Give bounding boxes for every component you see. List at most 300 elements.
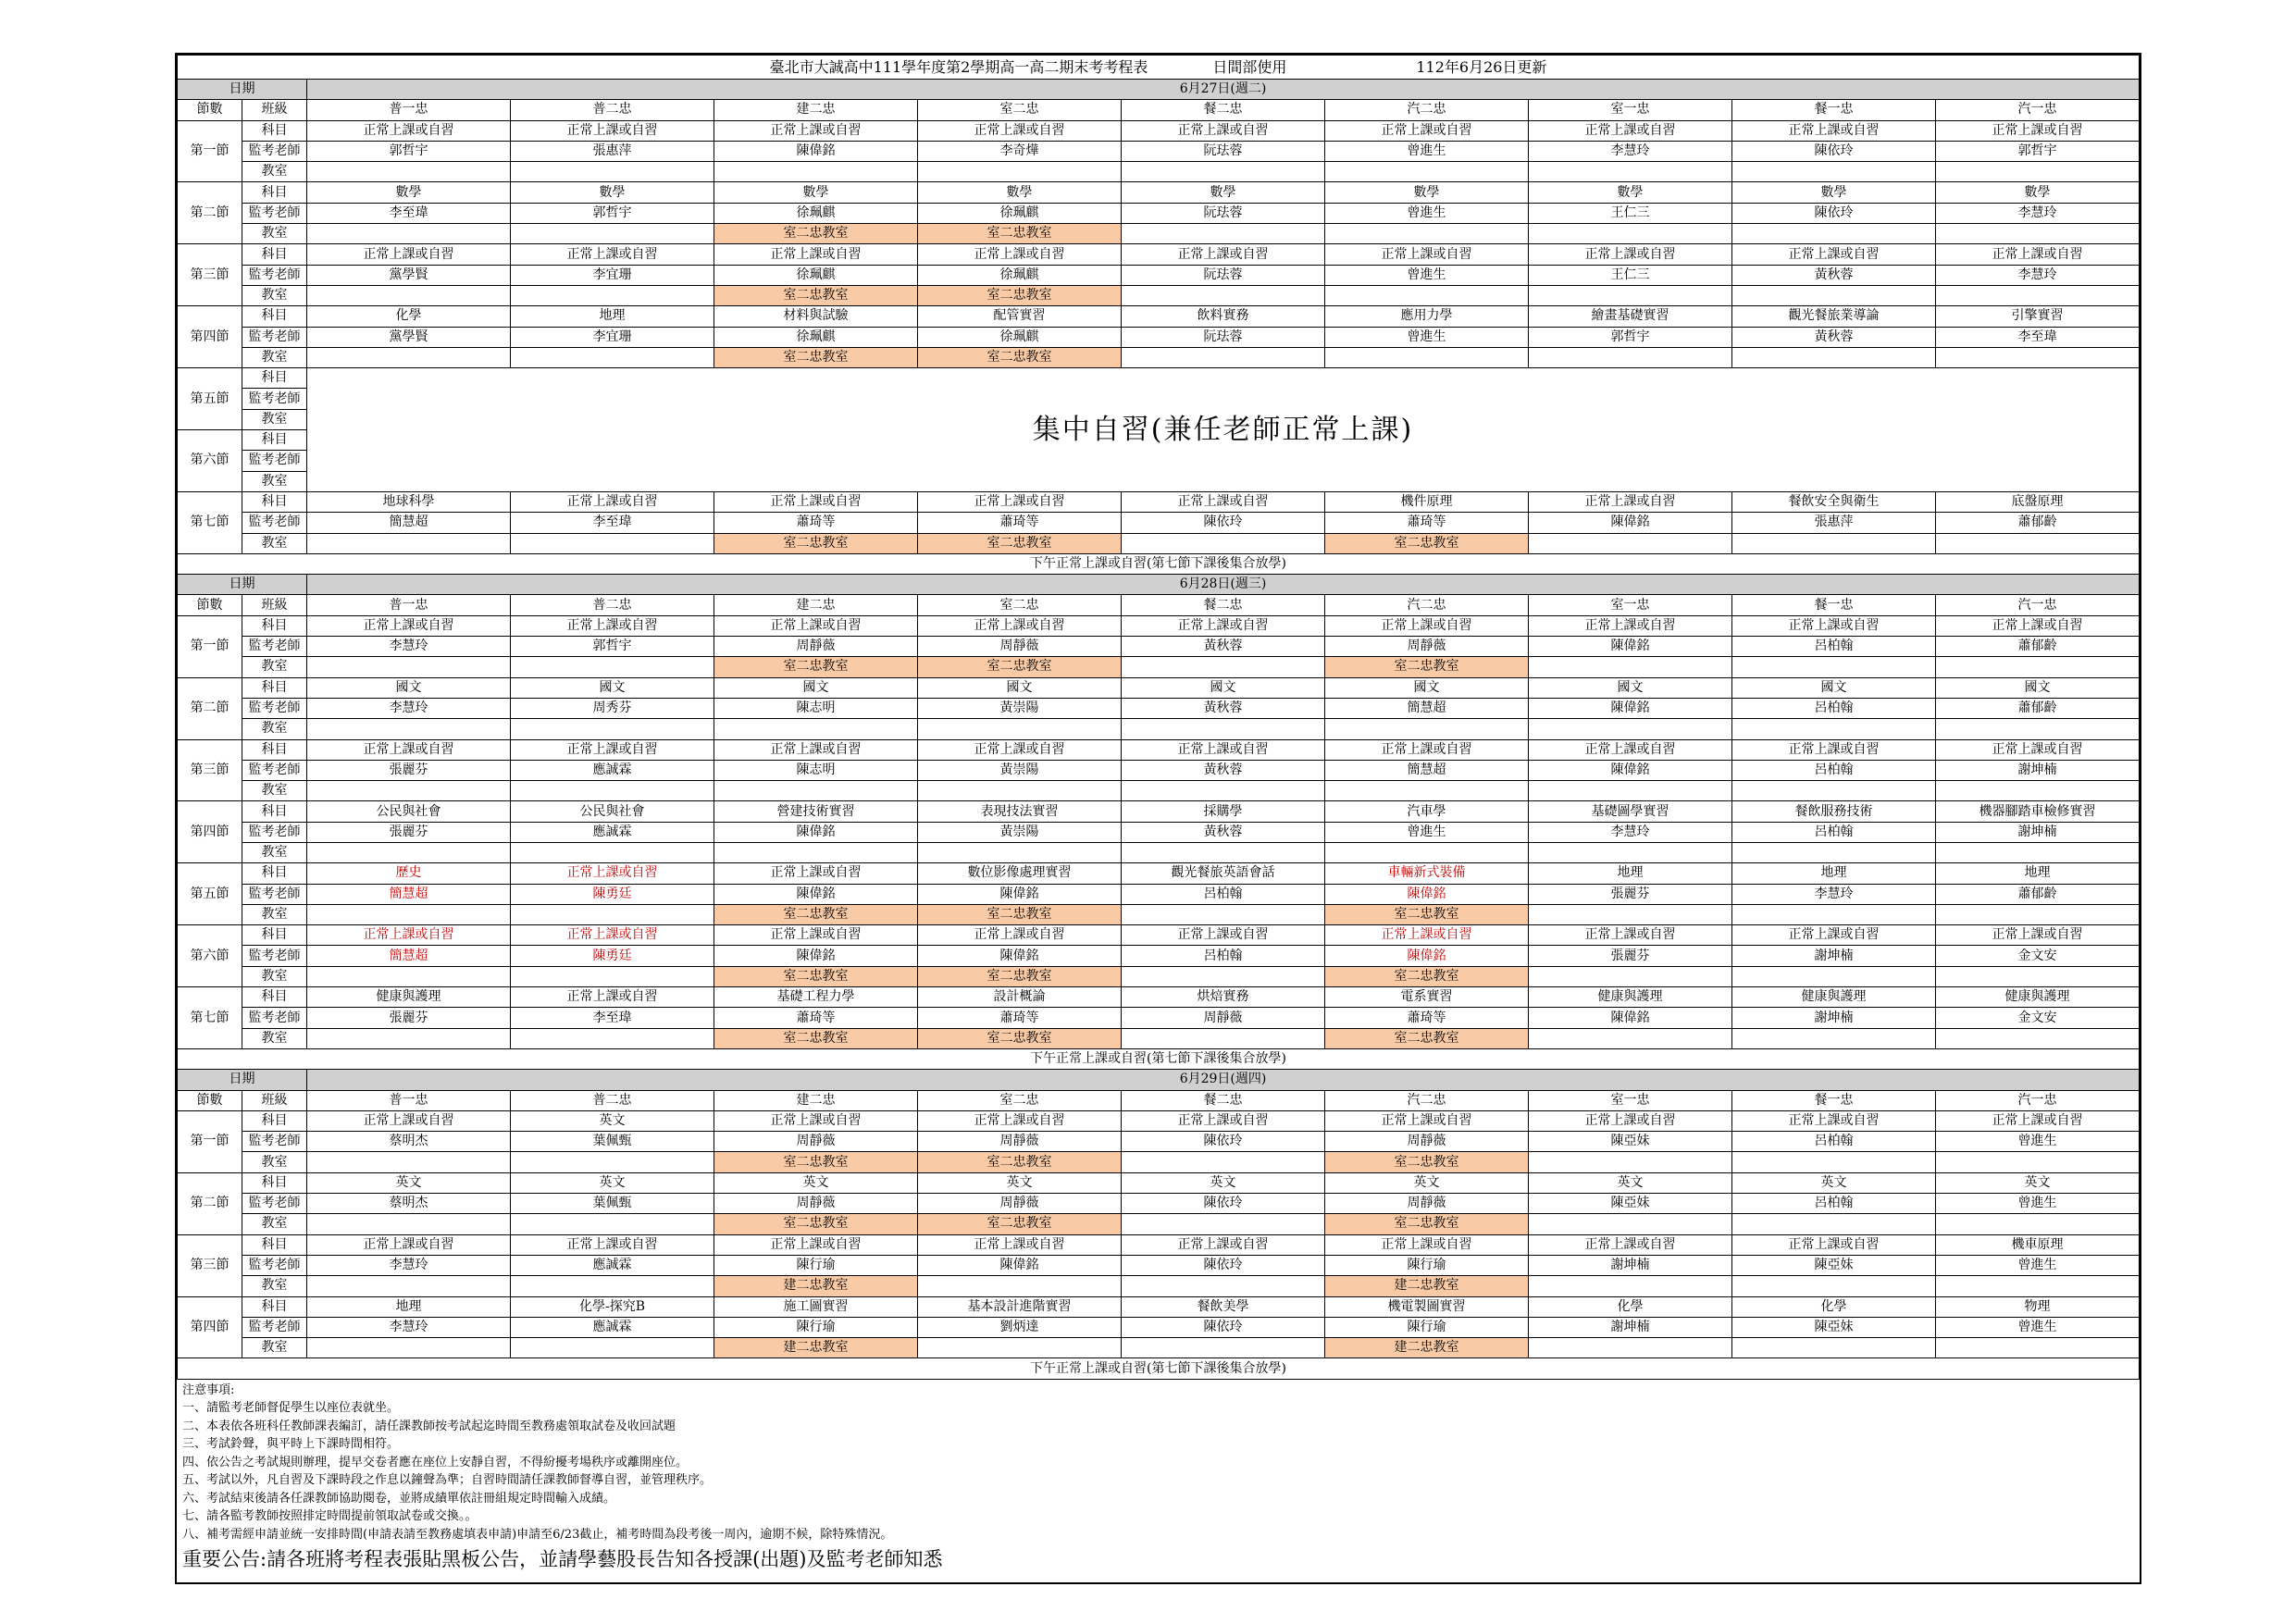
note-item: 六、考試結束後請各任課教師協助閱卷，並將成績單依註冊組規定時間輸入成績。 (182, 1491, 616, 1506)
subject-cell: 施工圖實習 (714, 1296, 918, 1317)
proctor-cell: 李至瑋 (307, 203, 511, 223)
subject-cell: 餐飲安全與衛生 (1732, 491, 1936, 512)
proctor-cell: 阮珐蓉 (1122, 203, 1325, 223)
proctor-row-label: 監考老師 (242, 1317, 307, 1337)
room-cell (1529, 347, 1732, 367)
subject-cell: 正常上課或自習 (1732, 925, 1936, 946)
proctor-cell: 應誠霖 (511, 822, 714, 842)
room-cell (511, 1214, 714, 1234)
proctor-cell: 李慧玲 (307, 698, 511, 718)
proctor-cell: 呂柏翰 (1122, 946, 1325, 966)
subject-cell: 正常上課或自習 (1529, 244, 1732, 265)
room-row-label: 教室 (242, 471, 307, 491)
proctor-cell: 徐珮麒 (918, 327, 1122, 347)
proctor-cell: 黃秋蓉 (1122, 698, 1325, 718)
proctor-cell: 呂柏翰 (1732, 698, 1936, 718)
proctor-row-label: 監考老師 (242, 1132, 307, 1152)
subject-cell: 正常上課或自習 (714, 120, 918, 141)
proctor-cell: 蕭琦等 (1325, 513, 1529, 533)
class-name: 餐一忠 (1732, 595, 1936, 615)
room-cell (714, 719, 918, 739)
subject-cell: 正常上課或自習 (1732, 244, 1936, 265)
room-cell (511, 1152, 714, 1172)
subject-row-label: 科目 (242, 925, 307, 946)
room-cell (1325, 224, 1529, 244)
room-cell: 室二忠教室 (918, 1214, 1122, 1234)
subject-cell: 正常上課或自習 (1122, 491, 1325, 512)
subject-cell: 正常上課或自習 (1732, 615, 1936, 636)
room-cell (1732, 781, 1936, 801)
class-name: 普一忠 (307, 100, 511, 120)
subject-cell: 應用力學 (1325, 306, 1529, 327)
proctor-cell: 簡慧超 (307, 884, 511, 904)
proctor-cell: 陳志明 (714, 760, 918, 780)
room-cell: 室二忠教室 (918, 533, 1122, 553)
exam-schedule-table (177, 55, 2140, 1380)
class-name: 餐二忠 (1122, 595, 1325, 615)
subject-cell: 正常上課或自習 (1732, 739, 1936, 760)
proctor-row-label: 監考老師 (242, 203, 307, 223)
room-row-label: 教室 (242, 842, 307, 862)
proctor-cell: 周靜薇 (918, 1194, 1122, 1214)
room-cell (1529, 657, 1732, 677)
room-cell: 室二忠教室 (918, 1152, 1122, 1172)
proctor-cell: 陳行瑜 (714, 1317, 918, 1337)
proctor-cell: 陳偉銘 (918, 946, 1122, 966)
subject-cell: 地理 (511, 306, 714, 327)
subject-cell: 地球科學 (307, 491, 511, 512)
subject-row-label: 科目 (242, 430, 307, 451)
room-cell (1122, 1276, 1325, 1296)
proctor-cell: 阮珐蓉 (1122, 265, 1325, 285)
subject-cell: 正常上課或自習 (1325, 244, 1529, 265)
subject-cell: 英文 (1529, 1172, 1732, 1193)
room-row-label: 教室 (242, 719, 307, 739)
subject-cell: 數學 (1732, 182, 1936, 203)
note-item: 七、請各監考教師按照排定時間提前領取試卷或交換。。 (182, 1509, 478, 1524)
subject-cell: 英文 (918, 1172, 1122, 1193)
subject-cell: 正常上課或自習 (1732, 1110, 1936, 1131)
subject-cell: 地理 (1936, 863, 2140, 884)
room-cell (918, 719, 1122, 739)
subject-cell: 正常上課或自習 (918, 925, 1122, 946)
room-cell (1529, 533, 1732, 553)
room-cell (1936, 1214, 2140, 1234)
room-cell (1529, 1214, 1732, 1234)
class-name: 汽二忠 (1325, 1090, 1529, 1110)
subject-cell: 健康與護理 (307, 987, 511, 1008)
subject-cell: 正常上課或自習 (1122, 1234, 1325, 1255)
room-cell (1732, 966, 1936, 986)
proctor-cell: 陳偉銘 (918, 884, 1122, 904)
proctor-cell: 李至瑋 (511, 1008, 714, 1028)
subject-cell: 正常上課或自習 (1325, 615, 1529, 636)
proctor-row-label: 監考老師 (242, 698, 307, 718)
proctor-cell: 蔡明杰 (307, 1132, 511, 1152)
proctor-cell: 黃秋蓉 (1732, 327, 1936, 347)
subject-row-label: 科目 (242, 863, 307, 884)
room-cell: 室二忠教室 (918, 224, 1122, 244)
subject-row-label: 科目 (242, 306, 307, 327)
subject-cell: 英文 (1325, 1172, 1529, 1193)
room-cell (1936, 285, 2140, 305)
subject-cell: 正常上課或自習 (1732, 1234, 1936, 1255)
room-cell (511, 1028, 714, 1048)
room-cell (1936, 657, 2140, 677)
subject-cell: 正常上課或自習 (1732, 120, 1936, 141)
proctor-cell: 葉佩甄 (511, 1132, 714, 1152)
room-cell (307, 1338, 511, 1358)
room-cell: 室二忠教室 (918, 904, 1122, 924)
proctor-cell: 周靜薇 (714, 1194, 918, 1214)
room-cell (1122, 285, 1325, 305)
subject-cell: 正常上課或自習 (714, 491, 918, 512)
class-name: 普一忠 (307, 1090, 511, 1110)
room-cell (1122, 842, 1325, 862)
proctor-cell: 謝坤楠 (1732, 946, 1936, 966)
subject-cell: 正常上課或自習 (511, 615, 714, 636)
room-cell (918, 162, 1122, 182)
period-label: 第一節 (178, 1110, 242, 1172)
subject-cell: 正常上課或自習 (714, 615, 918, 636)
proctor-cell: 李慧玲 (1936, 203, 2140, 223)
proctor-cell: 徐珮麒 (918, 203, 1122, 223)
room-cell (1732, 533, 1936, 553)
room-cell (1122, 657, 1325, 677)
subject-cell: 正常上課或自習 (511, 1234, 714, 1255)
proctor-row-label: 監考老師 (242, 265, 307, 285)
subject-cell: 機器腳踏車檢修實習 (1936, 801, 2140, 822)
subject-cell: 正常上課或自習 (1529, 1110, 1732, 1131)
period-label: 第四節 (178, 306, 242, 368)
period-label: 第二節 (178, 677, 242, 739)
subject-cell: 正常上課或自習 (1122, 120, 1325, 141)
subject-cell: 英文 (511, 1110, 714, 1131)
proctor-cell: 陳行瑜 (714, 1255, 918, 1275)
room-row-label: 教室 (242, 781, 307, 801)
proctor-cell: 黃秋蓉 (1732, 265, 1936, 285)
period-label: 第四節 (178, 801, 242, 863)
room-cell (1732, 657, 1936, 677)
subject-cell: 正常上課或自習 (1529, 615, 1732, 636)
room-cell (307, 781, 511, 801)
proctor-cell: 蕭琦等 (714, 1008, 918, 1028)
proctor-cell: 陳偉銘 (1325, 884, 1529, 904)
proctor-cell: 簡慧超 (307, 946, 511, 966)
subject-cell: 機車原理 (1936, 1234, 2140, 1255)
date-label: 日期 (178, 1070, 307, 1090)
room-cell (307, 657, 511, 677)
room-cell: 室二忠教室 (714, 285, 918, 305)
proctor-cell: 李至瑋 (511, 513, 714, 533)
proctor-cell: 陳偉銘 (1529, 513, 1732, 533)
proctor-row-label: 監考老師 (242, 637, 307, 657)
proctor-cell: 蕭郁齡 (1936, 698, 2140, 718)
subject-row-label: 科目 (242, 1110, 307, 1131)
proctor-cell: 應誠霖 (511, 1317, 714, 1337)
class-name: 普二忠 (511, 1090, 714, 1110)
room-cell (307, 842, 511, 862)
period-label: 第五節 (178, 863, 242, 925)
proctor-cell: 陳勇廷 (511, 946, 714, 966)
room-cell: 室二忠教室 (714, 904, 918, 924)
room-cell (1529, 1028, 1732, 1048)
period-label: 第六節 (178, 925, 242, 987)
subject-cell: 正常上課或自習 (307, 1110, 511, 1131)
proctor-cell: 李慧玲 (1529, 822, 1732, 842)
period-label: 第六節 (178, 430, 242, 492)
room-cell (1732, 842, 1936, 862)
room-cell (511, 1276, 714, 1296)
subject-cell: 歷史 (307, 863, 511, 884)
day-footer: 下午正常上課或自習(第七節下課後集合放學) (178, 1358, 2140, 1379)
usage-note: 日間部使用 (1212, 58, 1287, 76)
proctor-cell: 金文安 (1936, 946, 2140, 966)
proctor-row-label: 監考老師 (242, 389, 307, 409)
room-cell: 室二忠教室 (1325, 533, 1529, 553)
proctor-cell: 陳偉銘 (918, 1255, 1122, 1275)
important-announcement: 重要公告:請各班將考程表張貼黑板公告，並請學藝股長告知各授課(出題)及監考老師知悉 (182, 1548, 943, 1571)
room-cell (1529, 224, 1732, 244)
room-cell: 室二忠教室 (1325, 1028, 1529, 1048)
subject-cell: 基本設計進階實習 (918, 1296, 1122, 1317)
room-cell (1325, 781, 1529, 801)
day-date: 6月29日(週四) (307, 1070, 2140, 1090)
proctor-cell: 周秀芬 (511, 698, 714, 718)
subject-cell: 基礎工程力學 (714, 987, 918, 1008)
room-cell (511, 966, 714, 986)
subject-cell: 化學-探究B (511, 1296, 714, 1317)
update-date: 112年6月26日更新 (1416, 58, 1547, 76)
room-cell (1122, 966, 1325, 986)
date-label: 日期 (178, 80, 307, 100)
proctor-cell: 周靜薇 (1325, 637, 1529, 657)
room-cell: 室二忠教室 (918, 657, 1122, 677)
subject-cell: 正常上課或自習 (1936, 925, 2140, 946)
subject-cell: 英文 (307, 1172, 511, 1193)
proctor-cell: 呂柏翰 (1732, 1132, 1936, 1152)
proctor-cell: 徐珮麒 (714, 203, 918, 223)
class-name: 餐一忠 (1732, 100, 1936, 120)
day-footer: 下午正常上課或自習(第七節下課後集合放學) (178, 553, 2140, 574)
notes-section (177, 1380, 2140, 1574)
room-cell: 室二忠教室 (1325, 657, 1529, 677)
room-cell (1936, 1152, 2140, 1172)
proctor-cell: 謝坤楠 (1936, 822, 2140, 842)
room-cell: 建二忠教室 (1325, 1276, 1529, 1296)
subject-cell: 正常上課或自習 (1325, 739, 1529, 760)
room-cell: 室二忠教室 (714, 966, 918, 986)
room-cell: 室二忠教室 (714, 1214, 918, 1234)
proctor-cell: 蕭琦等 (714, 513, 918, 533)
proctor-cell: 李慧玲 (1732, 884, 1936, 904)
room-cell (307, 162, 511, 182)
proctor-cell: 李奇燁 (918, 141, 1122, 161)
room-cell (511, 842, 714, 862)
room-cell (1936, 966, 2140, 986)
subject-cell: 化學 (307, 306, 511, 327)
subject-cell: 正常上課或自習 (714, 925, 918, 946)
proctor-cell: 李慧玲 (307, 1317, 511, 1337)
proctor-cell: 簡慧超 (307, 513, 511, 533)
room-cell: 室二忠教室 (918, 1028, 1122, 1048)
proctor-row-label: 監考老師 (242, 451, 307, 471)
proctor-cell: 陳偉銘 (1325, 946, 1529, 966)
room-cell (1122, 1152, 1325, 1172)
subject-cell: 正常上課或自習 (511, 491, 714, 512)
subject-cell: 餐飲美學 (1122, 1296, 1325, 1317)
proctor-cell: 蕭郁齡 (1936, 513, 2140, 533)
proctor-cell: 周靜薇 (1325, 1132, 1529, 1152)
room-cell (918, 781, 1122, 801)
proctor-cell: 蕭琦等 (1325, 1008, 1529, 1028)
room-cell (1122, 904, 1325, 924)
room-cell (1936, 533, 2140, 553)
subject-cell: 正常上課或自習 (918, 244, 1122, 265)
room-cell (1936, 1276, 2140, 1296)
period-label: 第三節 (178, 1234, 242, 1296)
subject-cell: 數學 (1936, 182, 2140, 203)
subject-cell: 化學 (1732, 1296, 1936, 1317)
note-item: 八、補考需經申請並統一安排時間(申請表請至教務處填表申請)申請至6/23截止，補考時間為段考後一周內，逾期不候，除特殊情況。 (182, 1527, 893, 1542)
proctor-row-label: 監考老師 (242, 1255, 307, 1275)
proctor-cell: 陳依玲 (1122, 513, 1325, 533)
period-label: 第五節 (178, 368, 242, 430)
room-cell: 室二忠教室 (1325, 966, 1529, 986)
proctor-cell: 張麗芬 (307, 822, 511, 842)
room-cell (1936, 1028, 2140, 1048)
room-cell (307, 224, 511, 244)
subject-cell: 繪畫基礎實習 (1529, 306, 1732, 327)
proctor-cell: 周靜薇 (918, 637, 1122, 657)
proctor-cell: 陳偉銘 (1529, 760, 1732, 780)
room-cell: 室二忠教室 (714, 657, 918, 677)
subject-cell: 正常上課或自習 (918, 615, 1122, 636)
class-name: 餐二忠 (1122, 1090, 1325, 1110)
subject-cell: 正常上課或自習 (918, 491, 1122, 512)
subject-cell: 正常上課或自習 (511, 925, 714, 946)
proctor-cell: 呂柏翰 (1732, 760, 1936, 780)
subject-cell: 正常上課或自習 (1936, 1110, 2140, 1131)
room-cell (511, 904, 714, 924)
room-cell (714, 842, 918, 862)
room-cell (511, 719, 714, 739)
room-row-label: 教室 (242, 1028, 307, 1048)
class-name: 汽二忠 (1325, 595, 1529, 615)
subject-cell: 正常上課或自習 (1936, 120, 2140, 141)
subject-cell: 正常上課或自習 (1325, 925, 1529, 946)
subject-cell: 汽車學 (1325, 801, 1529, 822)
subject-cell: 化學 (1529, 1296, 1732, 1317)
proctor-cell: 李慧玲 (307, 637, 511, 657)
room-cell (1732, 162, 1936, 182)
subject-cell: 健康與護理 (1529, 987, 1732, 1008)
subject-cell: 數學 (1122, 182, 1325, 203)
room-cell (511, 533, 714, 553)
class-name: 建二忠 (714, 100, 918, 120)
class-header: 班級 (242, 595, 307, 615)
proctor-cell: 張麗芬 (307, 760, 511, 780)
room-cell (1732, 285, 1936, 305)
room-cell (511, 657, 714, 677)
proctor-cell: 蕭琦等 (918, 513, 1122, 533)
room-cell (1122, 533, 1325, 553)
proctor-cell: 黨學賢 (307, 327, 511, 347)
proctor-cell: 黃崇陽 (918, 698, 1122, 718)
subject-cell: 表現技法實習 (918, 801, 1122, 822)
subject-row-label: 科目 (242, 1296, 307, 1317)
room-cell (1732, 1338, 1936, 1358)
subject-cell: 健康與護理 (1732, 987, 1936, 1008)
proctor-cell: 曾進生 (1325, 327, 1529, 347)
proctor-cell: 陳亞妹 (1529, 1194, 1732, 1214)
period-label: 第七節 (178, 987, 242, 1049)
subject-cell: 數學 (511, 182, 714, 203)
subject-cell: 物理 (1936, 1296, 2140, 1317)
proctor-row-label: 監考老師 (242, 1194, 307, 1214)
room-cell (1936, 347, 2140, 367)
subject-cell: 國文 (1732, 677, 1936, 698)
subject-cell: 正常上課或自習 (1936, 739, 2140, 760)
proctor-cell: 李宜珊 (511, 327, 714, 347)
proctor-row-label: 監考老師 (242, 513, 307, 533)
room-cell (714, 781, 918, 801)
subject-row-label: 科目 (242, 182, 307, 203)
proctor-cell: 陳志明 (714, 698, 918, 718)
room-cell (1732, 719, 1936, 739)
proctor-cell: 周靜薇 (714, 637, 918, 657)
subject-cell: 機電製圖實習 (1325, 1296, 1529, 1317)
room-cell (714, 162, 918, 182)
subject-cell: 國文 (1936, 677, 2140, 698)
subject-cell: 正常上課或自習 (1122, 925, 1325, 946)
proctor-row-label: 監考老師 (242, 141, 307, 161)
proctor-cell: 郭哲宇 (511, 637, 714, 657)
proctor-cell: 曾進生 (1325, 141, 1529, 161)
proctor-cell: 蕭郁齡 (1936, 637, 2140, 657)
proctor-cell: 陳偉銘 (1529, 637, 1732, 657)
room-row-label: 教室 (242, 966, 307, 986)
room-cell (1732, 1028, 1936, 1048)
subject-cell: 正常上課或自習 (1529, 1234, 1732, 1255)
room-cell (1122, 224, 1325, 244)
proctor-cell: 陳依玲 (1122, 1132, 1325, 1152)
room-cell (307, 285, 511, 305)
room-cell: 室二忠教室 (714, 1152, 918, 1172)
note-item: 一、請監考老師督促學生以座位表就坐。 (182, 1401, 400, 1416)
proctor-cell: 陳亞妹 (1732, 1255, 1936, 1275)
room-cell (1122, 1338, 1325, 1358)
room-cell: 室二忠教室 (714, 1028, 918, 1048)
room-row-label: 教室 (242, 162, 307, 182)
subject-row-label: 科目 (242, 987, 307, 1008)
class-name: 餐二忠 (1122, 100, 1325, 120)
subject-cell: 正常上課或自習 (714, 1234, 918, 1255)
room-cell (307, 966, 511, 986)
note-item: 三、考試鈴聲，與平時上下課時間相符。 (182, 1437, 400, 1452)
class-name: 室二忠 (918, 100, 1122, 120)
period-label: 第二節 (178, 182, 242, 244)
proctor-cell: 郭哲宇 (511, 203, 714, 223)
subject-cell: 正常上課或自習 (511, 863, 714, 884)
proctor-row-label: 監考老師 (242, 760, 307, 780)
room-cell (1529, 1152, 1732, 1172)
room-cell (1122, 162, 1325, 182)
class-name: 建二忠 (714, 595, 918, 615)
proctor-cell: 陳偉銘 (1529, 1008, 1732, 1028)
subject-cell: 國文 (511, 677, 714, 698)
proctor-cell: 王仁三 (1529, 265, 1732, 285)
